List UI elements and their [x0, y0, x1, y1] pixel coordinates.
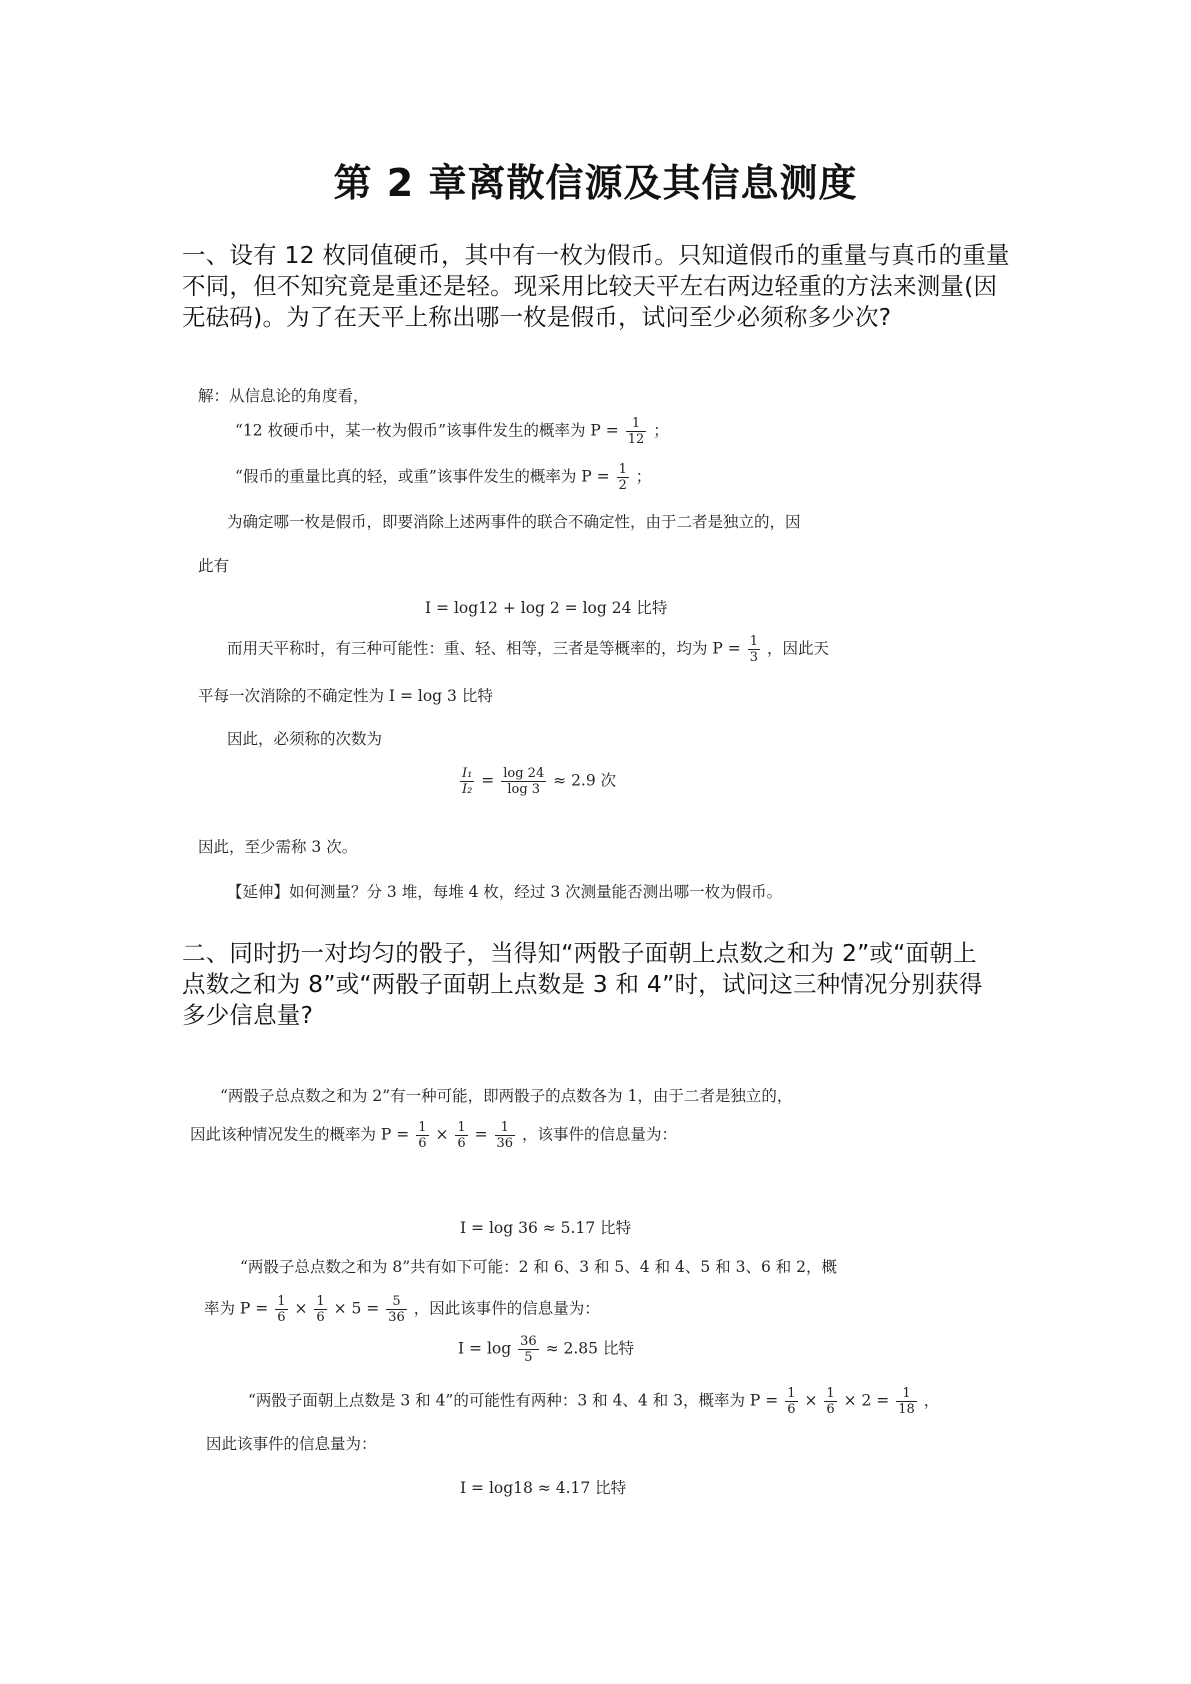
solution-2-line: “两骰子总点数之和为 8”共有如下可能：2 和 6、3 和 5、4 和 4、5 和 3、6 和 2，概 — [240, 1258, 838, 1276]
question-1-line: 不同，但不知究竟是重还是轻。现采用比较天平左右两边轻重的方法来测量(因 — [182, 272, 998, 300]
solution-2-line: “两骰子总点数之和为 2”有一种可能，即两骰子的点数各为 1，由于二者是独立的， — [220, 1087, 793, 1105]
fraction: $\frac{1}{18}$ — [898, 1386, 915, 1417]
solution-2-line: 因此该种情况发生的概率为 P = $\frac{1}{6}$ × $\frac{1}{6}$ = $\frac{1}{36}$ ，该事件的信息量为： — [190, 1120, 678, 1151]
fraction: $\frac{1}{6}$ — [826, 1386, 835, 1417]
solution-1-line: 为确定哪一枚是假币，即要消除上述两事件的联合不确定性，由于二者是独立的，因 — [227, 513, 801, 531]
fraction: $\frac{1}{2}$ — [618, 462, 627, 493]
fraction: $\frac{\log 24}{\log 3}$ — [503, 766, 545, 797]
fraction: $\frac{1}{6}$ — [418, 1120, 427, 1151]
solution-1-line: 解：从信息论的角度看， — [198, 387, 369, 405]
equation: I = log18 ≈ 4.17 比特 — [460, 1479, 627, 1497]
fraction: $\frac{1}{3}$ — [749, 634, 758, 665]
solution-2-line: “两骰子面朝上点数是 3 和 4”的可能性有两种：3 和 4、4 和 3，概率为 P = $\frac{1}{6}$ × $\frac{1}{6}$ × 2 = $\frac{1}{18}$ ， — [248, 1386, 940, 1417]
fraction: $\frac{5}{36}$ — [388, 1294, 405, 1325]
fraction: $\frac{1}{6}$ — [787, 1386, 796, 1417]
question-2-line: 多少信息量? — [182, 1001, 314, 1029]
solution-1-line: “假币的重量比真的轻，或重”该事件发生的概率为 P = $\frac{1}{2}$ ； — [235, 462, 652, 493]
fraction: $\frac{1}{6}$ — [316, 1294, 325, 1325]
equation: I = log12 + log 2 = log 24 比特 — [425, 599, 668, 617]
equation: I = log $\frac{36}{5}$ ≈ 2.85 比特 — [458, 1334, 634, 1365]
equation: I = log 36 ≈ 5.17 比特 — [460, 1219, 632, 1237]
fraction: $\frac{1}{6}$ — [457, 1120, 466, 1151]
solution-1-line: 此有 — [198, 557, 230, 575]
solution-2-line: 因此该事件的信息量为： — [206, 1435, 377, 1453]
solution-1-line: 因此，至少需称 3 次。 — [198, 838, 358, 856]
extension-note: 【延伸】如何测量？分 3 堆，每堆 4 枚，经过 3 次测量能否测出哪一枚为假币。 — [227, 883, 783, 901]
fraction: $\frac{\text{I₁}}{\text{I₂}}$ — [462, 766, 473, 797]
question-1-line: 一、设有 12 枚同值硬币，其中有一枚为假币。只知道假币的重量与真币的重量 — [182, 241, 1010, 269]
fraction: $\frac{1}{6}$ — [277, 1294, 286, 1325]
fraction: $\frac{1}{36}$ — [496, 1120, 514, 1151]
page-title: 第 2 章离散信源及其信息测度 — [333, 161, 858, 205]
question-2 — [182, 938, 1012, 1031]
solution-1-line: “12 枚硬币中，某一枚为假币”该事件发生的概率为 P = $\frac{1}{12}$ ； — [235, 416, 669, 447]
solution-1-line: 而用天平称时，有三种可能性：重、轻、相等，三者是等概率的，均为 P = $\frac{1}{3}$ ，因此天 — [227, 634, 829, 665]
solution-1-line: 因此，必须称的次数为 — [227, 730, 383, 748]
fraction: $\frac{36}{5}$ — [520, 1334, 537, 1365]
equation: $\frac{\text{I₁}}{\text{I₂}}$ = $\frac{\log 24}{\log 3}$ ≈ 2.9 次 — [462, 766, 617, 797]
question-1 — [182, 240, 1012, 333]
fraction: $\frac{1}{12}$ — [627, 416, 645, 447]
question-2-line: 二、同时扔一对均匀的骰子，当得知“两骰子面朝上点数之和为 2”或“面朝上 — [182, 939, 977, 967]
question-2-line: 点数之和为 8”或“两骰子面朝上点数是 3 和 4”时，试问这三种情况分别获得 — [182, 970, 983, 998]
solution-2-line: 率为 P = $\frac{1}{6}$ × $\frac{1}{6}$ × 5 = $\frac{5}{36}$ ，因此该事件的信息量为： — [204, 1294, 600, 1325]
solution-1-line: 平每一次消除的不确定性为 I = log 3 比特 — [198, 687, 493, 705]
question-1-line: 无砝码)。为了在天平上称出哪一枚是假币，试问至少必须称多少次? — [182, 303, 892, 331]
